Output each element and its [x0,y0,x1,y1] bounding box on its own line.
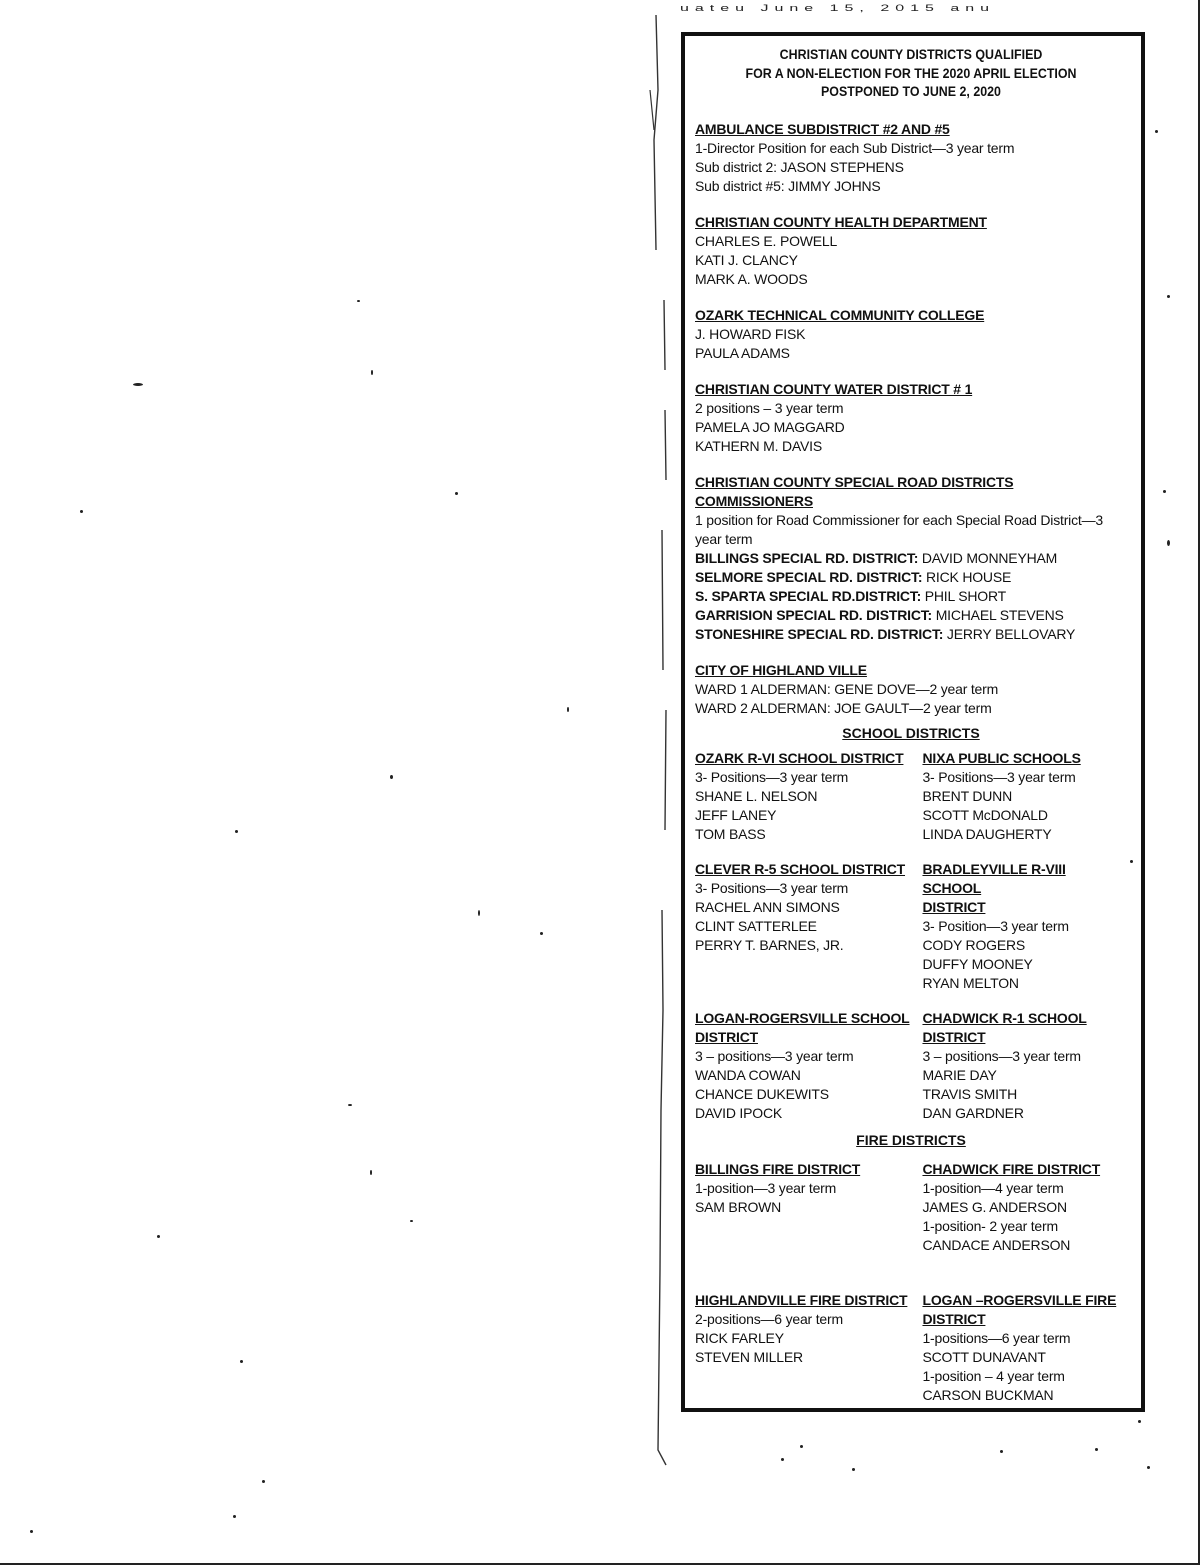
road-district-name: STONESHIRE SPECIAL RD. DISTRICT: [695,625,944,642]
road-commissioner-name: JERRY BELLOVARY [943,625,1076,642]
school-districts-heading: SCHOOL DISTRICTS [842,724,980,741]
district-line: 3- Position—3 year term [922,917,1069,934]
district-heading: BRADLEYVILLE R-VIII SCHOOL [922,860,1066,896]
road-entry [695,549,1127,568]
district-heading: DISTRICT [922,898,986,915]
school-row [695,1009,1127,1123]
district-line: PERRY T. BARNES, JR. [695,936,844,953]
road-district-name: S. SPARTA SPECIAL RD.DISTRICT: [695,587,922,604]
district-line: 3 – positions—3 year term [922,1047,1081,1064]
school-district-block [695,860,922,993]
school-district-block [922,1009,1127,1123]
title-line: FOR A NON-ELECTION FOR THE 2020 APRIL ELECTION [745,65,1077,81]
district-heading: CHADWICK FIRE DISTRICT [922,1160,1101,1177]
section-heading: CHRISTIAN COUNTY WATER DISTRICT # 1 [695,380,973,397]
section-health-department [695,213,1127,289]
section-line: Sub district #5: JIMMY JOHNS [695,177,881,194]
district-heading: DISTRICT [695,1028,758,1045]
road-entry [695,568,1127,587]
district-line: CANDACE ANDERSON [922,1236,1071,1253]
section-heading: OZARK TECHNICAL COMMUNITY COLLEGE [695,306,985,323]
fire-districts-heading: FIRE DISTRICTS [856,1131,966,1148]
district-line: CARSON BUCKMAN [922,1386,1054,1403]
school-district-block [922,860,1127,993]
fire-district-block [695,1291,922,1405]
district-line: CHANCE DUKEWITS [695,1085,829,1102]
district-line: CLINT SATTERLEE [695,917,817,934]
district-line: 3- Positions—3 year term [695,768,849,785]
section-city [695,661,1127,718]
section-heading: CHRISTIAN COUNTY SPECIAL ROAD DISTRICTS COMMISSIONERS [695,473,1014,509]
school-district-block [695,1009,922,1123]
section-road-districts [695,473,1127,644]
district-line: DUFFY MOONEY [922,955,1033,972]
road-district-name: SELMORE SPECIAL RD. DISTRICT: [695,568,923,585]
road-entry [695,587,1127,606]
section-line: MARK A. WOODS [695,270,808,287]
district-line: DAN GARDNER [922,1104,1024,1121]
section-line: 2 positions – 3 year term [695,399,844,416]
district-heading: OZARK R-VI SCHOOL DISTRICT [695,749,904,766]
district-heading: CHADWICK R-1 SCHOOL [922,1009,1087,1026]
fire-row [695,1160,1127,1255]
section-ambulance [695,120,1127,196]
road-entry [695,606,1127,625]
road-entry [695,625,1127,644]
district-heading: CLEVER R-5 SCHOOL DISTRICT [695,860,906,877]
district-line: WANDA COWAN [695,1066,801,1083]
district-line: 1-position – 4 year term [922,1367,1065,1384]
section-line: CHARLES E. POWELL [695,232,838,249]
district-line: 3 – positions—3 year term [695,1047,854,1064]
fire-district-block [695,1160,922,1255]
section-line: KATHERN M. DAVIS [695,437,822,454]
district-heading: LOGAN-ROGERSVILLE SCHOOL [695,1009,910,1026]
district-line: TRAVIS SMITH [922,1085,1018,1102]
notice-title [712,46,1109,102]
district-line: 1-position—4 year term [922,1179,1064,1196]
district-heading: NIXA PUBLIC SCHOOLS [922,749,1081,766]
folded-paper-edge [638,10,672,1475]
section-heading: CITY OF HIGHLAND VILLE [695,661,867,678]
district-line: 3- Positions—3 year term [922,768,1076,785]
section-line: J. HOWARD FISK [695,325,806,342]
district-line: SAM BROWN [695,1198,782,1215]
district-line: LINDA DAUGHERTY [922,825,1052,842]
section-community-college [695,306,1127,363]
fire-row [695,1291,1127,1405]
section-line: PAMELA JO MAGGARD [695,418,845,435]
district-heading: LOGAN –ROGERSVILLE FIRE [922,1291,1117,1308]
district-heading: BILLINGS FIRE DISTRICT [695,1160,861,1177]
district-line: 3- Positions—3 year term [695,879,849,896]
district-line: 1-position- 2 year term [922,1217,1058,1234]
road-commissioner-name: MICHAEL STEVENS [932,606,1064,623]
district-line: RACHEL ANN SIMONS [695,898,840,915]
district-line: MARIE DAY [922,1066,997,1083]
section-water-district [695,380,1127,456]
road-district-name: GARRISION SPECIAL RD. DISTRICT: [695,606,933,623]
school-row [695,860,1127,993]
clipping-header: uateu June 15, 2015 anu [680,4,996,14]
district-line: JAMES G. ANDERSON [922,1198,1067,1215]
section-line: WARD 2 ALDERMAN: JOE GAULT—2 year term [695,699,992,716]
section-line: Sub district 2: JASON STEPHENS [695,158,904,175]
section-line: KATI J. CLANCY [695,251,798,268]
election-notice [681,32,1145,1412]
title-line: CHRISTIAN COUNTY DISTRICTS QUALIFIED [779,47,1043,62]
road-commissioner-name: PHIL SHORT [921,587,1006,604]
district-line: SCOTT DUNAVANT [922,1348,1046,1365]
district-line: 1-position—3 year term [695,1179,837,1196]
section-line: 1-Director Position for each Sub District—3 year term [695,139,1015,156]
section-line: WARD 1 ALDERMAN: GENE DOVE—2 year term [695,680,999,697]
district-heading: DISTRICT [922,1310,986,1327]
school-district-block [922,749,1127,844]
school-district-block [695,749,922,844]
district-line: JEFF LANEY [695,806,777,823]
section-heading: AMBULANCE SUBDISTRICT #2 AND #5 [695,120,950,137]
road-district-name: BILLINGS SPECIAL RD. DISTRICT: [695,549,919,566]
district-line: BRENT DUNN [922,787,1012,804]
section-heading: CHRISTIAN COUNTY HEALTH DEPARTMENT [695,213,987,230]
district-line: RYAN MELTON [922,974,1019,991]
road-commissioner-name: RICK HOUSE [922,568,1012,585]
district-line: STEVEN MILLER [695,1348,803,1365]
district-heading: HIGHLANDVILLE FIRE DISTRICT [695,1291,908,1308]
district-line: 1-positions—6 year term [922,1329,1071,1346]
section-line: year term [695,530,753,547]
district-line: TOM BASS [695,825,766,842]
road-commissioner-name: DAVID MONNEYHAM [918,549,1058,566]
district-line: CODY ROGERS [922,936,1026,953]
district-line: 2-positions—6 year term [695,1310,843,1327]
title-line: POSTPONED TO JUNE 2, 2020 [821,84,1001,99]
school-row [695,749,1127,844]
district-line: SHANE L. NELSON [695,787,818,804]
district-line: DAVID IPOCK [695,1104,783,1121]
district-heading: DISTRICT [922,1028,986,1045]
section-line: 1 position for Road Commissioner for each Special Road District—3 [695,511,1103,528]
fire-district-block [922,1160,1127,1255]
district-line: SCOTT McDONALD [922,806,1048,823]
fire-district-block [922,1291,1127,1405]
section-line: PAULA ADAMS [695,344,790,361]
district-line: RICK FARLEY [695,1329,784,1346]
